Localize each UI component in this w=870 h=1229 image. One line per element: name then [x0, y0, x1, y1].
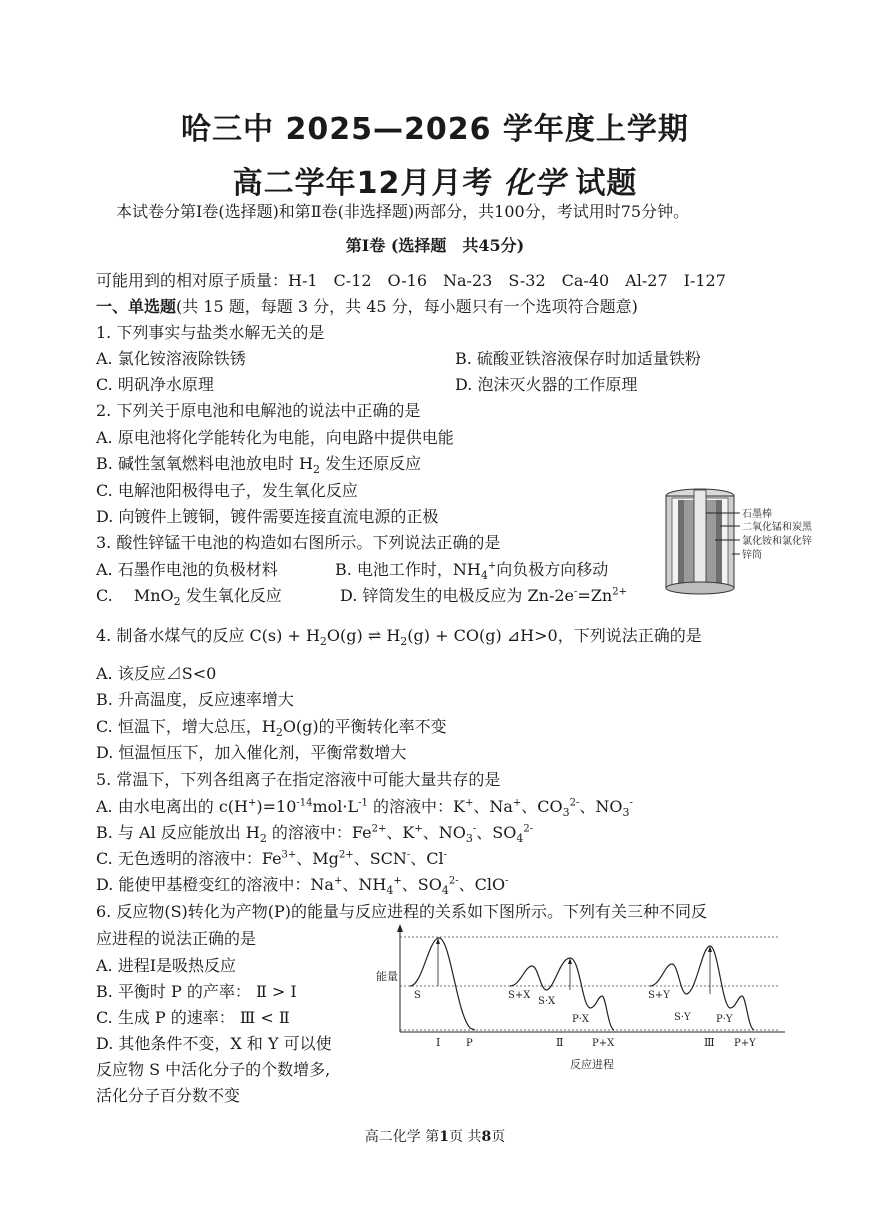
q4-option-a: A. 该反应⊿S<0	[96, 664, 217, 683]
label-p-plus-x: P+X	[592, 1038, 615, 1049]
process-label-1: Ⅰ	[436, 1036, 441, 1049]
label-s-dot-y: S·Y	[674, 1012, 691, 1023]
q6-option-a: A. 进程Ⅰ是吸热反应	[96, 956, 237, 975]
label-s-dot-x: S·X	[538, 996, 556, 1007]
q2-stem: 2. 下列关于原电池和电解池的说法中正确的是	[96, 401, 421, 420]
q1-option-c: C. 明矾净水原理	[96, 375, 214, 394]
battery-figure	[660, 486, 870, 596]
q5-stem: 5. 常温下，下列各组离子在指定溶液中可能大量共存的是	[96, 770, 501, 789]
q1-stem: 1. 下列事实与盐类水解无关的是	[96, 323, 325, 342]
page-title: 哈三中 2025—2026 学年度上学期	[181, 112, 689, 147]
energy-profile-figure	[370, 922, 790, 1074]
q5-option-c: C. 无色透明的溶液中：$Fe^{3+}$、$Mg^{2+}$、SCN-、Cl-	[96, 849, 448, 868]
battery-label-zinc: 锌筒	[742, 550, 762, 561]
q3-option-b: B. 电池工作时，$NH_4^+$向负极方向移动	[335, 560, 609, 583]
q2-option-c: C. 电解池阳极得电子，发生氧化反应	[96, 481, 358, 500]
part-heading: 第Ⅰ卷 (选择题 共45分)	[345, 236, 525, 255]
q5-option-d: D. 能使甲基橙变红的溶液中：Na+、$NH_4^+$、$SO_4^{2-}$、ClO-	[96, 875, 509, 898]
q3-option-a: A. 石墨作电池的负极材料	[96, 560, 278, 579]
q4-stem: 4. 制备水煤气的反应 $C(s) + H_2O(g)$ ⇌ $H_2(g) + CO(g)$ ⊿H>0，下列说法正确的是	[96, 626, 702, 649]
q3-option-d: D. 锌筒发生的电极反应为 $Zn-2e^-=Zn^{2+}$	[340, 586, 627, 605]
label-s-plus-x: S+X	[508, 990, 531, 1001]
page-total: 8	[481, 1129, 492, 1145]
q1-option-b: B. 硫酸亚铁溶液保存时加适量铁粉	[455, 349, 701, 368]
label-p: P	[466, 1038, 473, 1049]
section-heading	[96, 296, 638, 318]
q4-option-b: B. 升高温度，反应速率增大	[96, 690, 294, 709]
label-s-plus-y: S+Y	[648, 990, 670, 1001]
q6-option-b: B. 平衡时 P 的产率： Ⅱ > Ⅰ	[96, 982, 297, 1001]
q6-option-d-line2: 反应物 S 中活化分子的个数增多,	[96, 1060, 331, 1079]
q2-option-d: D. 向镀件上镀铜，镀件需要连接直流电源的正极	[96, 507, 439, 526]
q6-option-d-line1: D. 其他条件不变，X 和 Y 可以使	[96, 1034, 332, 1053]
q3-option-c: C. MnO$_2$ 发生氧化反应	[96, 586, 282, 609]
label-p-plus-y: P+Y	[734, 1038, 756, 1049]
section-heading-title: 一、单选题	[96, 297, 177, 316]
page-footer: 高二化学 第1页 共8页	[364, 1129, 506, 1145]
subtitle-grade: 高二学年12月月考	[232, 166, 494, 201]
subtitle-test: 试题	[575, 166, 638, 201]
label-s: S	[414, 990, 421, 1001]
label-p-dot-y: P·Y	[716, 1014, 733, 1025]
q6-stem-line1: 6. 反应物(S)转化为产物(P)的能量与反应进程的关系如下图所示。下列有关三种不同反	[96, 902, 708, 921]
process-label-3: Ⅲ	[704, 1036, 715, 1049]
page-subtitle	[0, 158, 870, 202]
battery-label-mno2: 二氧化锰和炭黑	[742, 522, 812, 533]
q1-option-d: D. 泡沫灭火器的工作原理	[455, 375, 638, 394]
curve-process-1	[410, 938, 475, 1030]
q4-option-c: C. 恒温下，增大总压，$H_2O(g)$的平衡转化率不变	[96, 717, 447, 740]
page-number: 1	[439, 1129, 449, 1145]
process-label-2: Ⅱ	[556, 1036, 564, 1049]
q1-option-a: A. 氯化铵溶液除铁锈	[96, 349, 246, 368]
q5-option-b: B. 与 Al 反应能放出 $H_2$ 的溶液中：$Fe^{2+}$、K+、$NO_3^-$、$SO_4^{2-}$	[96, 823, 534, 846]
q2-option-a: A. 原电池将化学能转化为电能，向电路中提供电能	[96, 428, 454, 447]
curve-process-3	[650, 946, 754, 1030]
battery-label-graphite: 石墨棒	[742, 509, 772, 520]
atomic-masses: 可能用到的相对原子质量：H-1 C-12 O-16 Na-23 S-32 Ca-40 Al-27 I-127	[96, 271, 726, 290]
subtitle-subject: 化学	[503, 166, 566, 201]
section-heading-rules: (共 15 题，每题 3 分，共 45 分，每小题只有一个选项符合题意)	[176, 297, 638, 316]
label-p-dot-x: P·X	[572, 1014, 590, 1025]
q6-option-d-line3: 活化分子百分数不变	[96, 1086, 241, 1105]
y-axis-label: 能量	[376, 970, 398, 983]
q3-stem: 3. 酸性锌锰干电池的构造如右图所示。下列说法正确的是	[96, 533, 501, 552]
q6-option-c: C. 生成 P 的速率： Ⅲ < Ⅱ	[96, 1008, 290, 1027]
q2-option-b: B. 碱性氢氧燃料电池放电时 $H_2$ 发生还原反应	[96, 454, 422, 477]
q5-option-a: A. 由水电离出的 $c(H^+)=10^{-14}mol\cdot L^{-1}$ 的溶液中：K+、Na+、$CO_3^{2-}$、$NO_3^-$	[96, 797, 633, 820]
x-axis-label: 反应进程	[570, 1058, 614, 1071]
q4-option-d: D. 恒温恒压下，加入催化剂，平衡常数增大	[96, 743, 407, 762]
exam-intro: 本试卷分第Ⅰ卷(选择题)和第Ⅱ卷(非选择题)两部分，共100分，考试用时75分钟。	[116, 202, 690, 221]
q6-stem-line2: 应进程的说法正确的是	[96, 929, 257, 948]
battery-label-nh4cl: 氯化铵和氯化锌	[742, 536, 812, 547]
